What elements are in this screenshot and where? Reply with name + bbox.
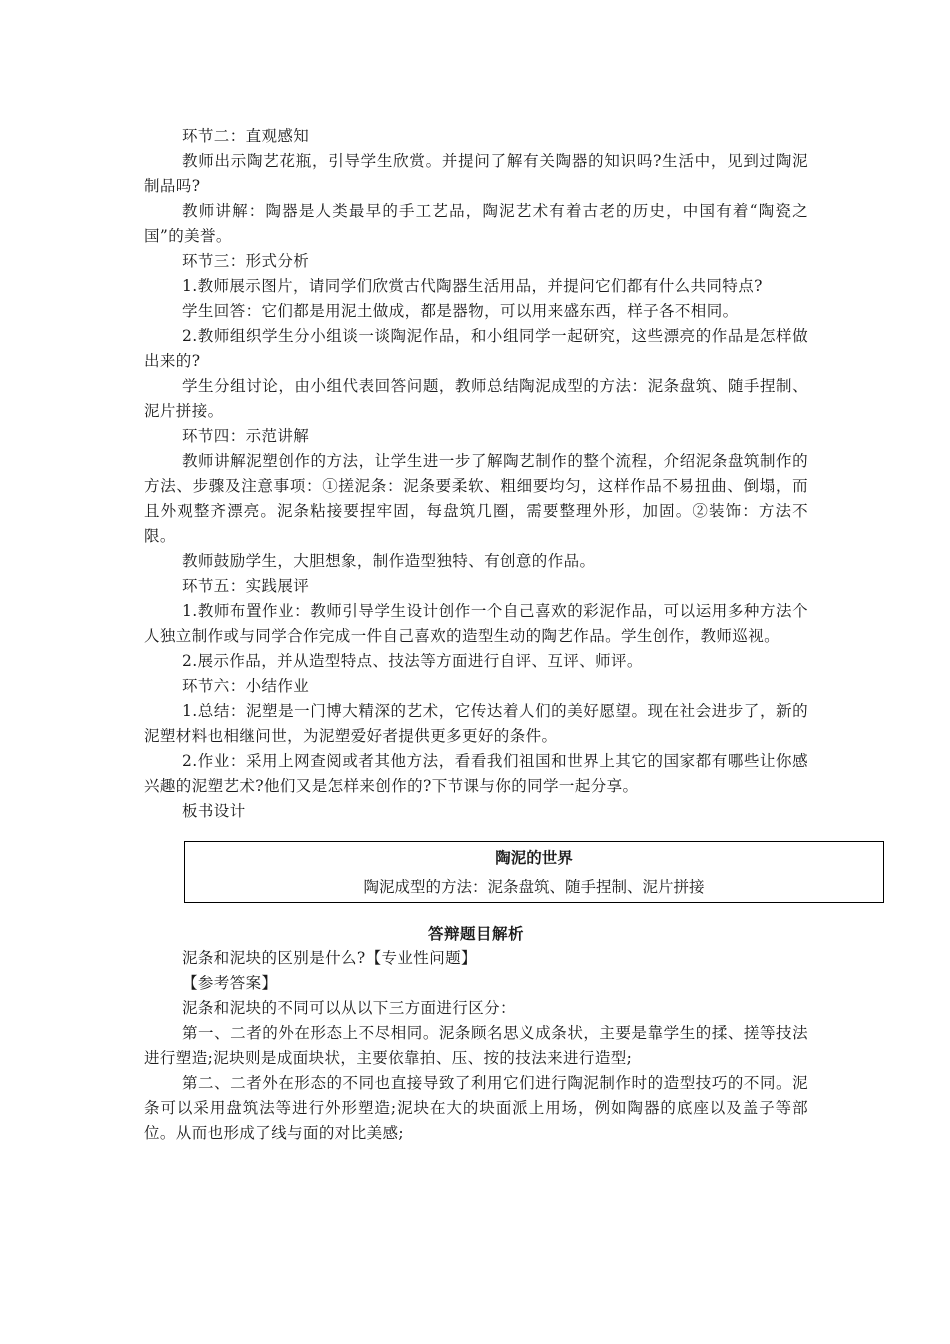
paragraph: 1.教师展示图片，请同学们欣赏古代陶器生活用品，并提问它们都有什么共同特点?: [182, 277, 763, 295]
paragraph: 泥条和泥块的区别是什么?【专业性问题】: [182, 949, 477, 967]
paragraph: 学生分组讨论，由小组代表回答问题，教师总结陶泥成型的方法：泥条盘筑、随手捏制、泥片拼接。: [144, 377, 808, 420]
paragraph: 第一、二者的外在形态上不尽相同。泥条顾名思义成条状，主要是靠学生的揉、搓等技法进行塑造;泥块则是成面块状，主要依靠拍、压、按的技法来进行造型;: [144, 1024, 808, 1067]
paragraph: 板书设计: [182, 802, 246, 820]
document-page: [144, 124, 808, 1146]
paragraph: 2.教师组织学生分小组谈一谈陶泥作品，和小组同学一起研究，这些漂亮的作品是怎样做出来的?: [144, 327, 808, 370]
lesson-steps: [144, 124, 808, 824]
paragraph: 教师讲解泥塑创作的方法，让学生进一步了解陶艺制作的整个流程，介绍泥条盘筑制作的方法、步骤及注意事项：①搓泥条：泥条要柔软、粗细要均匀，这样作品不易扭曲、倒塌，而且外观整齐漂亮。泥条粘接要捏牢固，每盘筑几圈，需要整理外形，加固。②装饰：方法不限。: [144, 452, 808, 545]
qa-content: [144, 946, 808, 1146]
paragraph: 学生回答：它们都是用泥土做成，都是器物，可以用来盛东西，样子各不相同。: [182, 302, 739, 320]
paragraph: 2.作业：采用上网查阅或者其他方法，看看我们祖国和世界上其它的国家都有哪些让你感兴趣的泥塑艺术?他们又是怎样来创作的?下节课与你的同学一起分享。: [144, 752, 808, 795]
board-title: 陶泥的世界: [495, 849, 573, 867]
paragraph: 教师出示陶艺花瓶，引导学生欣赏。并提问了解有关陶器的知识吗?生活中，见到过陶泥制品吗?: [144, 152, 808, 195]
paragraph: 环节五：实践展评: [182, 577, 310, 595]
paragraph: 教师鼓励学生，大胆想象，制作造型独特、有创意的作品。: [182, 552, 596, 570]
qa-section-title: 答辩题目解析: [427, 925, 524, 943]
paragraph: 【参考答案】: [182, 974, 278, 992]
paragraph: 环节三：形式分析: [182, 252, 310, 270]
paragraph: 第二、二者外在形态的不同也直接导致了利用它们进行陶泥制作时的造型技巧的不同。泥条可以采用盘筑法等进行外形塑造;泥块在大的块面派上用场，例如陶器的底座以及盖子等部位。从而也形成了线与面的对比美感;: [144, 1074, 808, 1142]
paragraph: 教师讲解：陶器是人类最早的手工艺品，陶泥艺术有着古老的历史，中国有着“陶瓷之国”的美誉。: [144, 202, 808, 245]
paragraph: 环节四：示范讲解: [182, 427, 310, 445]
paragraph: 2.展示作品，并从造型特点、技法等方面进行自评、互评、师评。: [182, 652, 643, 670]
paragraph: 1.总结：泥塑是一门博大精深的艺术，它传达着人们的美好愿望。现在社会进步了，新的泥塑材料也相继问世，为泥塑爱好者提供更多更好的条件。: [144, 702, 808, 745]
paragraph: 环节六：小结作业: [182, 677, 310, 695]
board-content: 陶泥成型的方法：泥条盘筑、随手捏制、泥片拼接: [363, 878, 705, 896]
paragraph: 泥条和泥块的不同可以从以下三方面进行区分：: [182, 999, 516, 1017]
blackboard-design-box: [184, 841, 884, 903]
paragraph: 1.教师布置作业：教师引导学生设计创作一个自己喜欢的彩泥作品，可以运用多种方法个人独立制作或与同学合作完成一件自己喜欢的造型生动的陶艺作品。学生创作，教师巡视。: [144, 602, 808, 645]
paragraph: 环节二：直观感知: [182, 127, 310, 145]
